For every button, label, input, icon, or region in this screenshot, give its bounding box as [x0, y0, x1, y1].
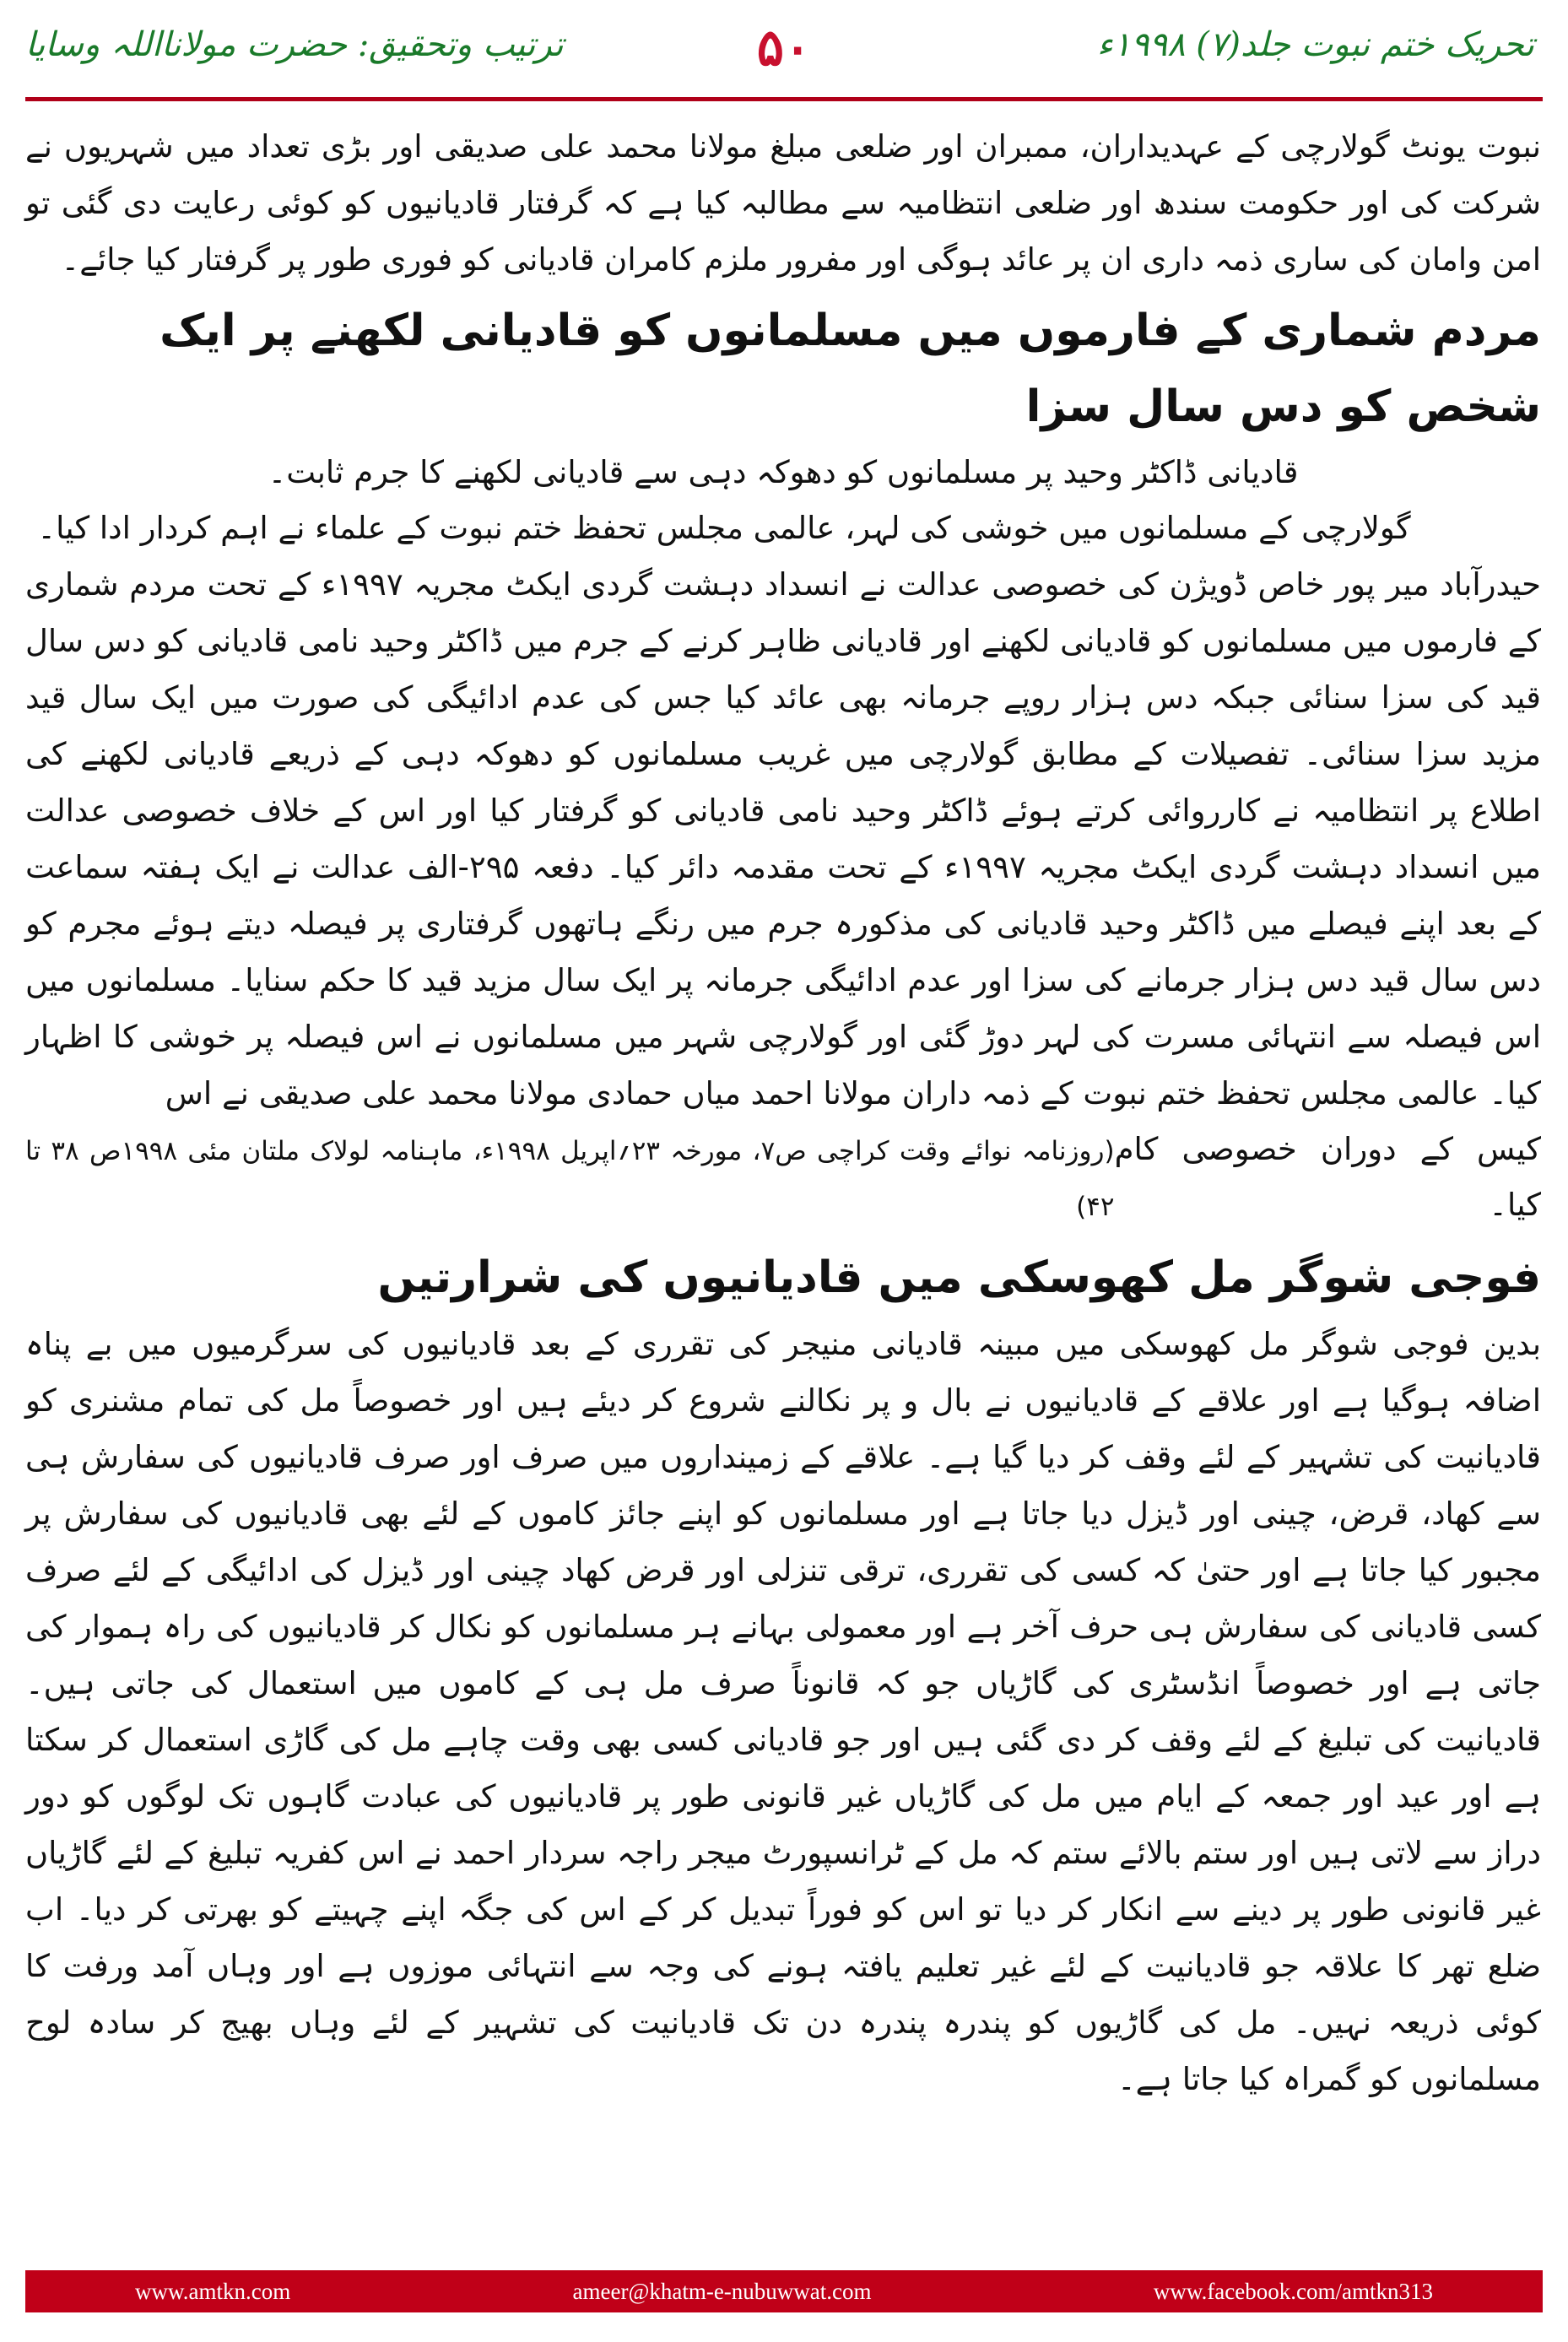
section1-paragraph: نبوت یونٹ گولارچی کے عہدیداران، ممبران اور ضلعی مبلغ مولانا محمد علی صدیقی اور بڑی تعداد میں شہریوں نے شرکت کی اور حکومت سندھ اور ضلعی انتظامیہ سے مطالبہ کیا ہے کہ گرفتار قادیانیوں کو کوئی رعایت دی گئی تو امن وامان کی ساری ذمہ داری ان پر عائد ہوگی اور مفرور ملزم کامران قادیانی کو فوری طور پر گرفتار کیا جائے۔	[25, 128, 1541, 278]
book-title: تحریک ختم نبوت جلد(۷) ۱۹۹۸ء	[1096, 25, 1534, 64]
page-number: ۵۰	[756, 19, 812, 78]
section2-subheading-2: گولارچی کے مسلمانوں میں خوشی کی لہر، عالمی مجلس تحفظ ختم نبوت کے علماء نے اہم کردار ادا کیا۔	[37, 510, 1411, 546]
section2-subheading-1: قادیانی ڈاکٹر وحید پر مسلمانوں کو دھوکہ دہی سے قادیانی لکھنے کا جرم ثابت۔	[268, 454, 1299, 490]
page-footer	[25, 2262, 1543, 2342]
footer-website-link[interactable]: www.amtkn.com	[135, 2278, 291, 2304]
page-header	[0, 0, 1568, 118]
section2-last-line: کیس کے دوران خصوصی کام کیا۔	[1114, 1131, 1541, 1223]
section3-paragraph: بدین فوجی شوگر مل کھوسکی میں مبینہ قادیانی منیجر کی تقرری کے بعد قادیانیوں کی سرگرمیوں میں بے پناہ اضافہ ہوگیا ہے اور علاقے کے قادیانیوں نے بال و پر نکالنے شروع کر دیئے ہیں اور خصوصاً مل کی تمام مشنری کو قادیانیت کی تشہیر کے لئے وقف کر دیا گیا ہے۔ علاقے کے زمینداروں میں صرف اور صرف قادیانیوں کی سفارش ہی سے کھاد، قرض، چینی اور ڈیزل دیا جاتا ہے اور مسلمانوں کو اپنے جائز کاموں کے لئے بھی قادیانیوں کی سفارش پر مجبور کیا جاتا ہے اور حتیٰ کہ کسی کی تقرری، ترقی تنزلی اور قرض کھاد چینی اور ڈیزل کی ادائیگی کے لئے صرف کسی قادیانی کی سفارش ہی حرف آخر ہے اور معمولی بہانے ہر مسلمانوں کو نکال کر قادیانیوں کی راہ ہموار کی جاتی ہے اور خصوصاً انڈسٹری کی گاڑیاں جو کہ قانوناً صرف مل ہی کے کاموں میں استعمال کی جاتی ہیں۔ قادیانیت کی تبلیغ کے لئے وقف کر دی گئی ہیں اور جو قادیانی کسی بھی وقت چاہے مل کی گاڑی استعمال کر سکتا ہے اور عید اور جمعہ کے ایام میں مل کی گاڑیاں غیر قانونی طور پر قادیانیوں کی عبادت گاہوں تک لوگوں کو دور دراز سے لاتی ہیں اور ستم بالائے ستم کہ مل کے ٹرانسپورٹ میجر راجہ سردار احمد نے اس کفریہ تبلیغ کے لئے گاڑیاں غیر قانونی طور پر دینے سے انکار کر دیا تو اس کو فوراً تبدیل کر کے اس کی جگہ اپنے چہیتے کو بھرتی کر دیا۔ اب ضلع تھر کا علاقہ جو قادیانیت کے لئے غیر تعلیم یافتہ ہونے کی وجہ سے انتہائی موزوں ہے اور وہاں آمد ورفت کا کوئی ذریعہ نہیں۔ مل کی گاڑیوں کو پندرہ پندرہ دن تک قادیانیت کی تشہیر کے لئے وہاں بھیج کر سادہ لوح مسلمانوں کو گمراہ کیا جاتا ہے۔	[25, 1326, 1541, 2097]
footer-bar	[25, 2270, 1543, 2312]
footer-facebook-link[interactable]: www.facebook.com/amtkn313	[1153, 2278, 1433, 2304]
section2-heading: مردم شماری کے فارموں میں مسلمانوں کو قادیانی لکھنے پر ایک شخص کو دس سال سزا	[160, 306, 1541, 432]
section3-heading: فوجی شوگر مل کھوسکی میں قادیانیوں کی شرارتیں	[377, 1252, 1541, 1303]
section2-paragraph: حیدرآباد میر پور خاص ڈویژن کی خصوصی عدالت نے انسداد دہشت گردی ایکٹ مجریہ ۱۹۹۷ء کے تحت مردم شماری کے فارموں میں مسلمانوں کو قادیانی لکھنے اور قادیانی ظاہر کرنے کے جرم میں ڈاکٹر وحید نامی قادیانی کو دس سال قید کی سزا سنائی جبکہ دس ہزار روپے جرمانہ بھی عائد کیا جس کی عدم ادائیگی کی صورت میں ایک سال قید مزید سزا سنائی۔ تفصیلات کے مطابق گولارچی میں غریب مسلمانوں کو دھوکہ دہی کے ذریعے قادیانی لکھنے کی اطلاع پر انتظامیہ نے کارروائی کرتے ہوئے ڈاکٹر وحید نامی قادیانی کو گرفتار کیا اور اس کے خلاف خصوصی عدالت میں انسداد دہشت گردی ایکٹ مجریہ ۱۹۹۷ء کے تحت مقدمہ دائر کیا۔ دفعہ ۲۹۵-الف عدالت نے ایک ہفتہ سماعت کے بعد اپنے فیصلے میں ڈاکٹر وحید قادیانی کی مذکورہ جرم میں رنگے ہاتھوں گرفتاری پر فیصلہ دیتے ہوئے مجرم کو دس سال قید دس ہزار جرمانے کی سزا اور عدم ادائیگی جرمانہ پر ایک سال مزید قید کا حکم سنایا۔ مسلمانوں میں اس فیصلہ سے انتہائی مسرت کی لہر دوڑ گئی اور گولارچی شہر میں مسلمانوں نے اس فیصلہ پر خوشی کا اظہار کیا۔ عالمی مجلس تحفظ ختم نبوت کے ذمہ داران مولانا احمد میاں حمادی مولانا محمد علی صدیقی نے اس	[25, 566, 1541, 1112]
section2-closing-line	[25, 1122, 1541, 1235]
compiler-credit: ترتیب وتحقیق: حضرت مولانااللہ وسایا	[25, 25, 564, 64]
page-content	[25, 118, 1541, 2232]
source-citation: (روزنامہ نوائے وقت کراچی ص۷، مورخہ ۲۳؍اپریل ۱۹۹۸ء، ماہنامہ لولاک ملتان مئی ۱۹۹۸ص ۳۸ تا ۴۲)	[25, 1136, 1115, 1222]
header-divider	[25, 97, 1543, 101]
footer-email-link[interactable]: ameer@khatm-e-nubuwwat.com	[572, 2278, 872, 2304]
